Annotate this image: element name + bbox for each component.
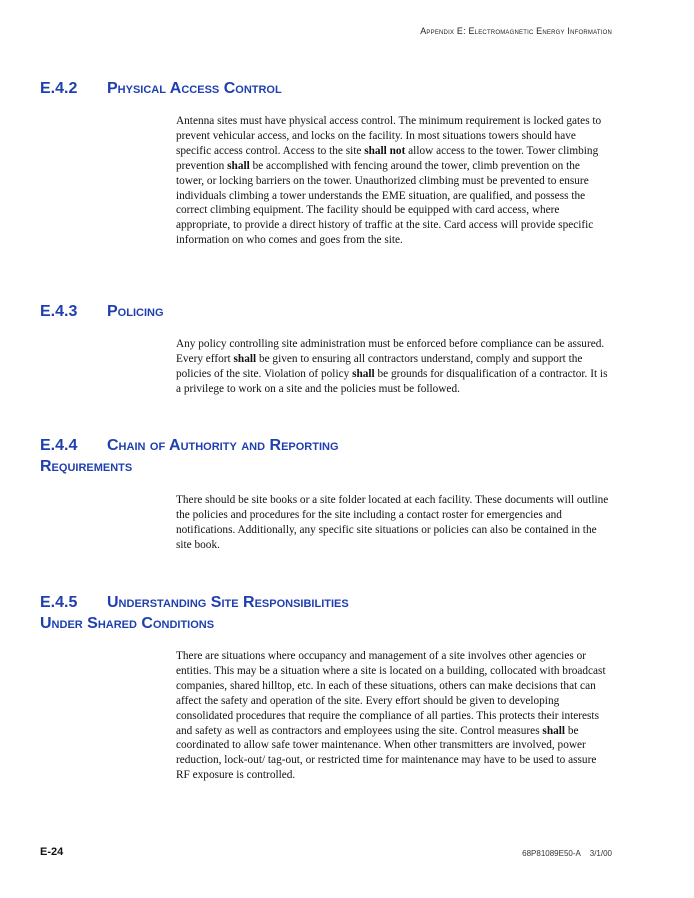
section-heading-e-4-3 (40, 301, 640, 322)
section-title-line2: Under Shared Conditions (40, 615, 215, 632)
section-number: E.4.5 (40, 594, 78, 611)
running-header: Appendix E: Electromagnetic Energy Information (420, 26, 612, 36)
section-title-line1: Chain of Authority and Reporting (107, 437, 339, 454)
emphasis-term: shall (352, 367, 375, 380)
text-run: be given to ensuring all contractors understand, comply and support the policies of the site. Violation of policy (176, 352, 583, 380)
section-paragraph-e-4-5 (176, 649, 610, 783)
section-title-line1: Understanding Site Responsibilities (107, 594, 349, 611)
text-run: Antenna sites must have physical access control. The minimum requirement is locked gates to prevent vehicular access, and locks on the facility. In most situations towers should have specific access control. Access to the site (176, 115, 602, 157)
emphasis-term: shall (542, 724, 566, 737)
section-heading-e-4-2 (40, 78, 640, 99)
section-number: E.4.2 (40, 80, 78, 97)
section-number: E.4.3 (40, 303, 78, 320)
section-number: E.4.4 (40, 437, 78, 454)
section-paragraph-e-4-4 (176, 493, 610, 553)
section-paragraph-e-4-2 (176, 114, 610, 248)
section-paragraph-e-4-3 (176, 337, 610, 397)
text-run: Any policy controlling site administration must be enforced before compliance can be assured. Every effort (176, 338, 605, 365)
emphasis-term: shall not (364, 144, 406, 157)
text-run: There are situations where occupancy and management of a site involves other agencies or entities. This may be a situation where a site is located on a building, collocated with broadcast companies, shared hilltop, etc. In each of these situations, others can make decisions that can affect the safety and operation of the site. Every effort should be given to developing consolidated procedures that require the compliance of all parties. This protects their interests and safety as well as contractors and employees using the site. Control measures (176, 650, 606, 737)
text-run: be accomplished with fencing around the tower, climb prevention on the tower, or locking barriers on the tower. Unauthorized climbing must be prevented to ensure individuals climbing a tower understands the EME situation, are qualified, and possess the correct climbing equipment. The facility should be equipped with card access, where appropriate, to provide a direct history of traffic at the site. Card access will provide specific information on who comes and goes from the site. (176, 159, 594, 247)
section-title: Physical Access Control (107, 80, 282, 97)
section-heading-e-4-5 (40, 592, 640, 634)
doc-date: 3/1/00 (589, 849, 612, 858)
text-run: be coordinated to allow safe tower maintenance. When other transmitters are involved, power reduction, lock-out/ tag-out, or restricted time for maintenance may have to be used to assure RF exposure is controlled. (176, 724, 597, 782)
text-run: allow access to the tower. Tower climbing prevention (176, 144, 599, 172)
footer-doc-info (522, 849, 612, 858)
section-heading-e-4-4 (40, 435, 640, 477)
emphasis-term: shall (233, 352, 257, 365)
text-run: be grounds for disqualification of a contractor. It is a privilege to work on a site and the policies must be followed. (176, 367, 608, 395)
page-number: E-24 (40, 846, 64, 858)
emphasis-term: shall (227, 159, 250, 172)
text-run: There should be site books or a site folder located at each facility. These documents will outline the policies and procedures for the site including a contact roster for emergencies and notifications. Additionally, any specific site situations or policies can also be contained in the site book. (176, 494, 609, 551)
section-title-line2: Requirements (40, 458, 133, 475)
section-title: Policing (107, 303, 164, 320)
doc-id: 68P81089E50-A (522, 849, 581, 858)
